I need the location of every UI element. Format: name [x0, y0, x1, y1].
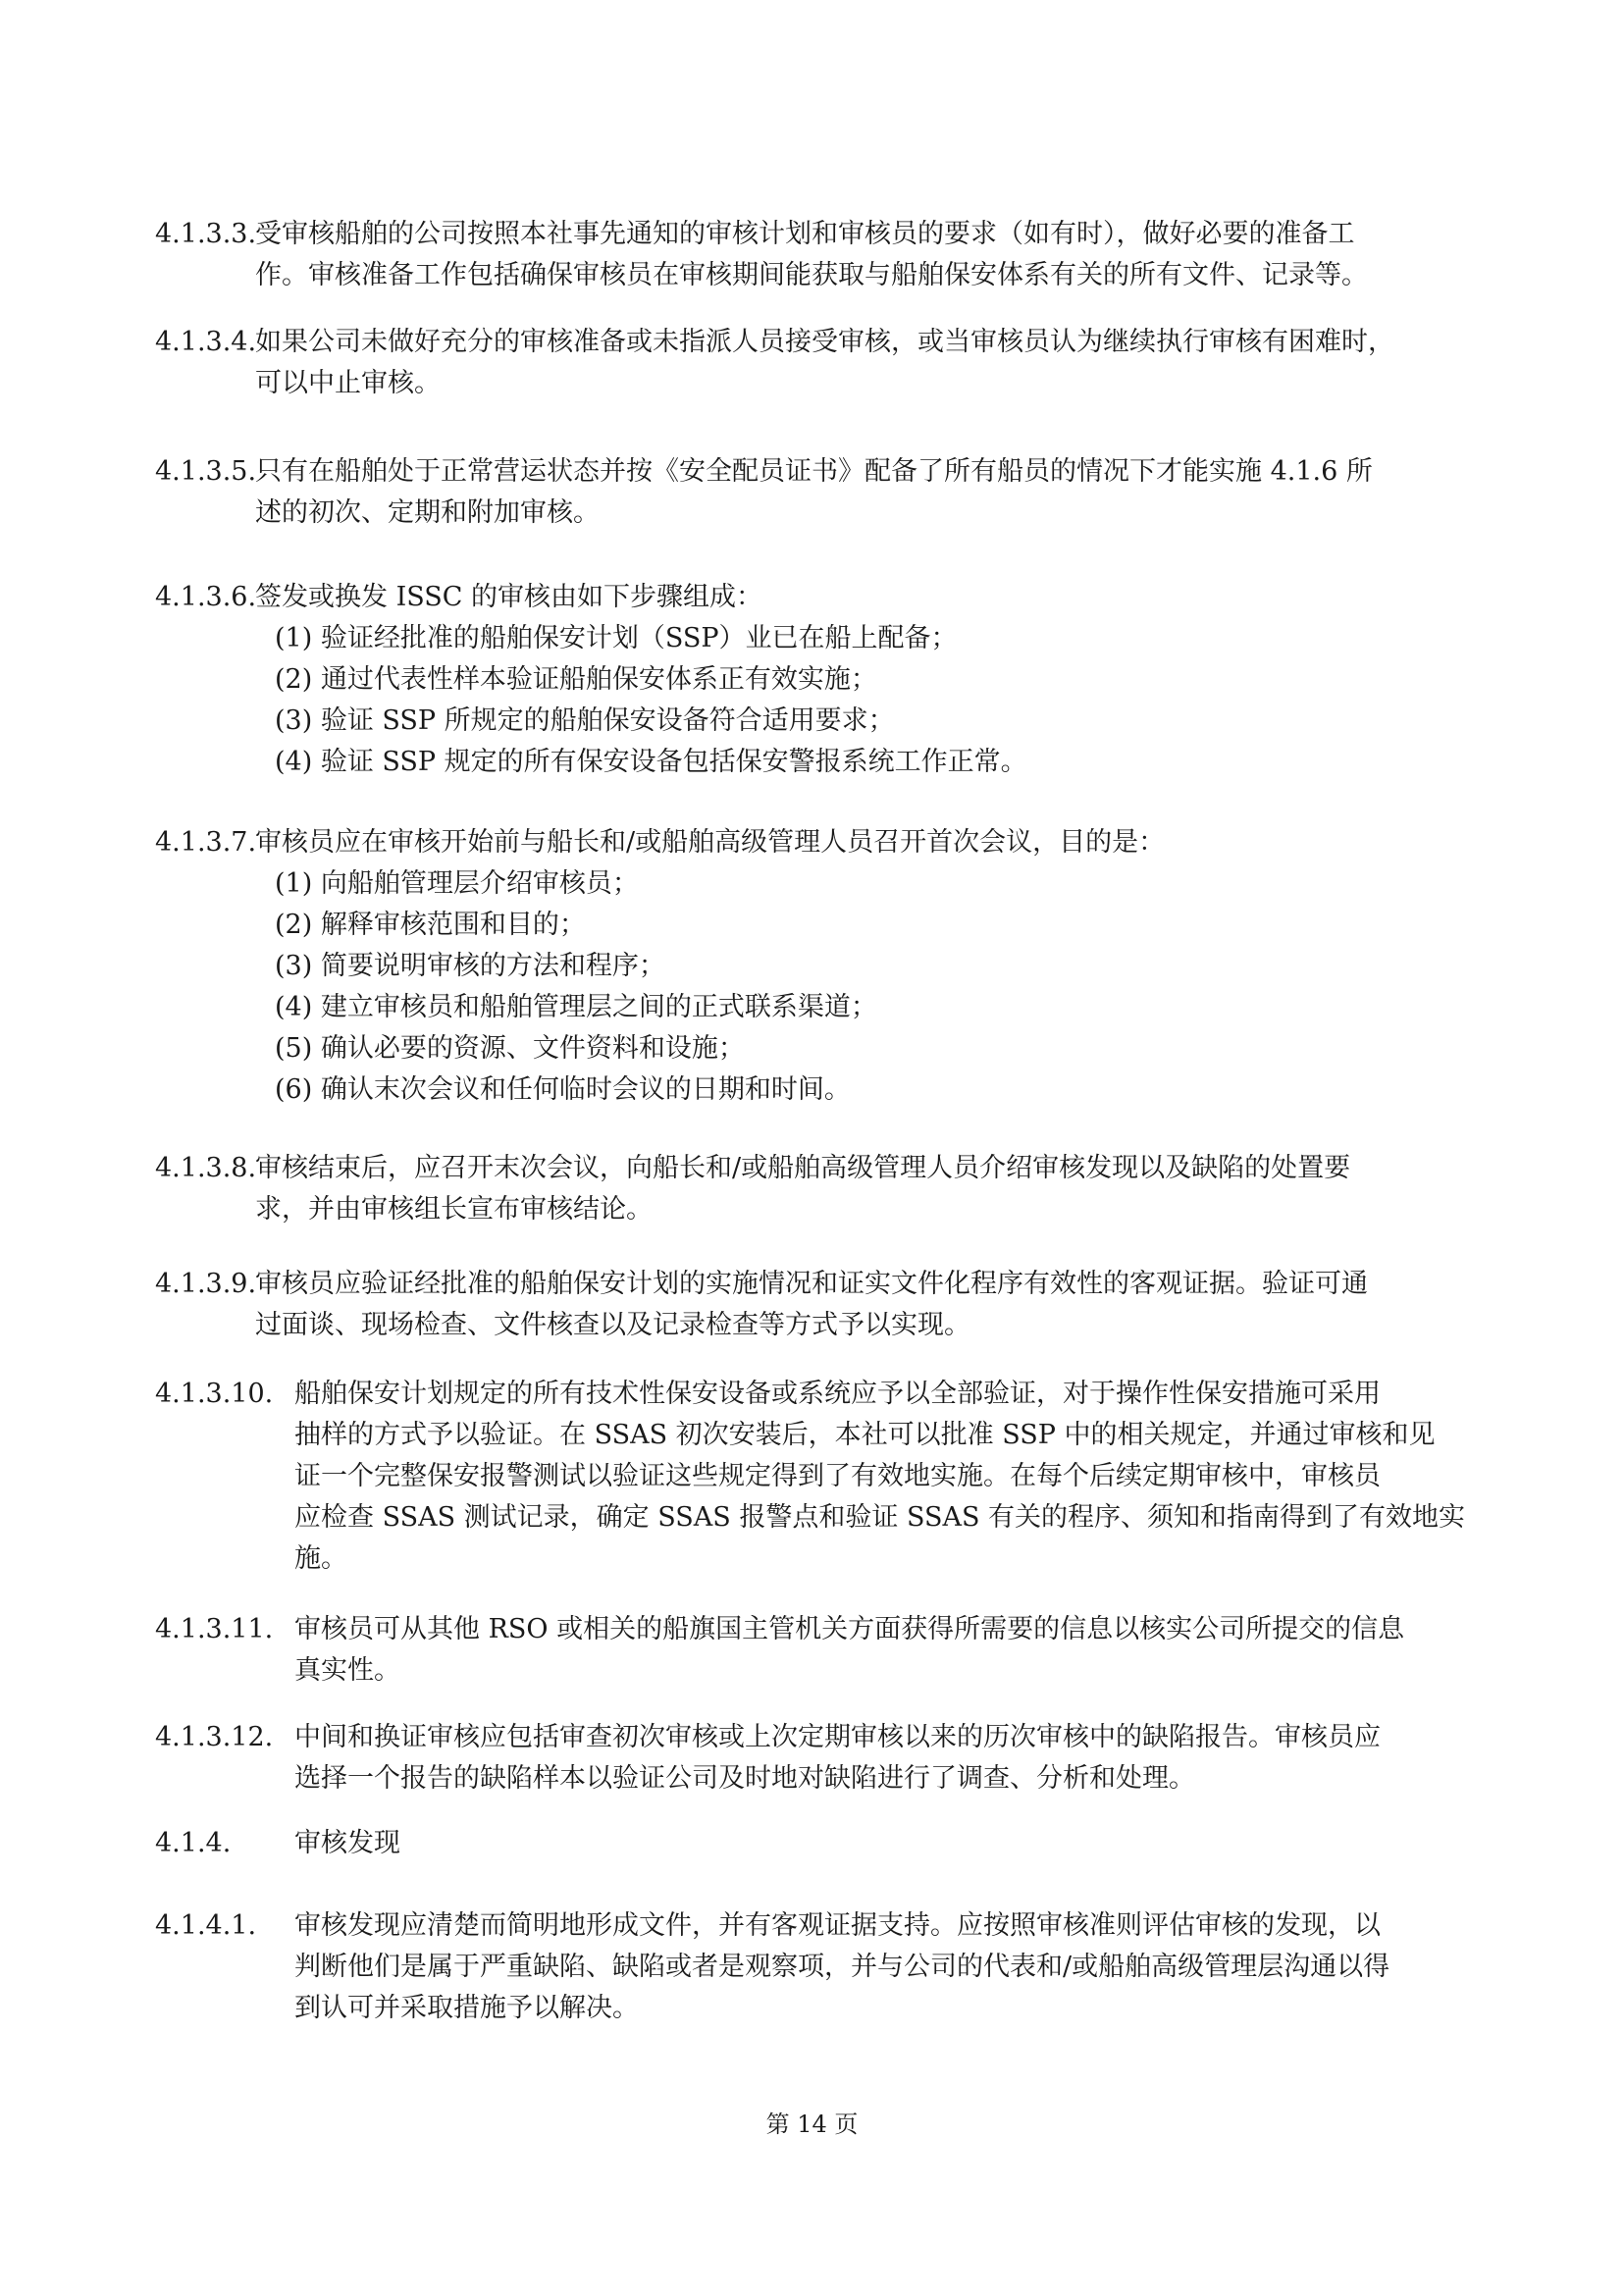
clause-number: 4.1.3.10. [155, 1379, 274, 1409]
clause-4-1-3-6 [155, 577, 1490, 783]
clause-4-1-3-4 [155, 322, 1490, 404]
clause-line: 审核员应验证经批准的船舶保安计划的实施情况和证实文件化程序有效性的客观证据。验证可通 [255, 1269, 1368, 1299]
list-item: (4) 建立审核员和船舶管理层之间的正式联系渠道； [275, 992, 877, 1022]
clause-line: 应检查 SSAS 测试记录，确定 SSAS 报警点和验证 SSAS 有关的程序、须知和指南得到了有效地实 [294, 1502, 1466, 1533]
clause-line: 抽样的方式予以验证。在 SSAS 初次安装后，本社可以批准 SSP 中的相关规定，并通过审核和见 [294, 1420, 1436, 1450]
list-item: (1) 向船舶管理层介绍审核员； [275, 868, 639, 899]
clause-number: 4.1.3.9. [155, 1269, 257, 1299]
clause-line: 受审核船舶的公司按照本社事先通知的审核计划和审核员的要求（如有时），做好必要的准备工 [255, 219, 1355, 249]
clause-line: 到认可并采取措施予以解决。 [294, 1993, 639, 2023]
clause-line: 如果公司未做好充分的审核准备或未指派人员接受审核，或当审核员认为继续执行审核有困难时， [255, 327, 1394, 357]
clause-line: 求，并由审核组长宣布审核结论。 [255, 1194, 653, 1225]
list-item: (4) 验证 SSP 规定的所有保安设备包括保安警报系统工作正常。 [275, 747, 1027, 777]
clause-number: 4.1.4. [155, 1828, 232, 1858]
list-item: (6) 确认末次会议和任何临时会议的日期和时间。 [275, 1074, 851, 1105]
clause-line: 真实性。 [294, 1655, 400, 1686]
clause-line: 签发或换发 ISSC 的审核由如下步骤组成： [255, 582, 763, 612]
list-item: (3) 验证 SSP 所规定的船舶保安设备符合适用要求； [275, 705, 895, 736]
section-title: 审核发现 [294, 1828, 400, 1858]
list-item: (5) 确认必要的资源、文件资料和设施； [275, 1033, 745, 1064]
clause-line: 审核发现应清楚而简明地形成文件，并有客观证据支持。应按照审核准则评估审核的发现，以 [294, 1910, 1381, 1941]
clause-4-1-3-8 [155, 1148, 1490, 1230]
clause-line: 中间和换证审核应包括审查初次审核或上次定期审核以来的历次审核中的缺陷报告。审核员应 [294, 1722, 1381, 1752]
clause-line: 只有在船舶处于正常营运状态并按《安全配员证书》配备了所有船员的情况下才能实施 4.1.6 所 [255, 456, 1373, 487]
clause-number: 4.1.3.7. [155, 827, 257, 858]
list-item: (2) 解释审核范围和目的； [275, 910, 586, 940]
clause-number: 4.1.3.8. [155, 1153, 257, 1183]
clause-4-1-3-5 [155, 451, 1490, 534]
clause-line: 证一个完整保安报警测试以验证这些规定得到了有效地实施。在每个后续定期审核中，审核员 [294, 1461, 1381, 1491]
clause-line: 审核结束后，应召开末次会议，向船长和/或船舶高级管理人员介绍审核发现以及缺陷的处置要 [255, 1153, 1351, 1183]
list-item: (2) 通过代表性样本验证船舶保安体系正有效实施； [275, 664, 877, 695]
page-number: 第 14 页 [765, 2111, 859, 2138]
clause-line: 选择一个报告的缺陷样本以验证公司及时地对缺陷进行了调查、分析和处理。 [294, 1763, 1195, 1794]
clause-4-1-3-7 [155, 822, 1490, 1111]
clause-line: 审核员可从其他 RSO 或相关的船旗国主管机关方面获得所需要的信息以核实公司所提交的信息 [294, 1614, 1405, 1644]
clause-number: 4.1.3.4. [155, 327, 257, 357]
clause-line: 船舶保安计划规定的所有技术性保安设备或系统应予以全部验证，对于操作性保安措施可采用 [294, 1379, 1381, 1409]
clause-4-1-3-3 [155, 214, 1490, 296]
clause-line: 述的初次、定期和附加审核。 [255, 497, 600, 528]
clause-number: 4.1.3.3. [155, 219, 257, 249]
clause-line: 施。 [294, 1543, 347, 1574]
clause-4-1-3-11 [155, 1609, 1490, 1692]
clause-line: 过面谈、现场检查、文件核查以及记录检查等方式予以实现。 [255, 1310, 970, 1340]
section-heading-4-1-4 [155, 1823, 1490, 1864]
clause-number: 4.1.3.6. [155, 582, 257, 612]
clause-line: 作。审核准备工作包括确保审核员在审核期间能获取与船舶保安体系有关的所有文件、记录等。 [255, 260, 1368, 290]
clause-4-1-3-10 [155, 1374, 1490, 1580]
clause-4-1-4-1 [155, 1905, 1490, 2029]
clause-number: 4.1.3.11. [155, 1614, 274, 1644]
clause-line: 可以中止审核。 [255, 368, 441, 398]
clause-number: 4.1.4.1. [155, 1910, 257, 1941]
list-item: (1) 验证经批准的船舶保安计划（SSP）业已在船上配备； [275, 623, 958, 653]
clause-4-1-3-12 [155, 1717, 1490, 1799]
list-item: (3) 简要说明审核的方法和程序； [275, 951, 665, 981]
clause-number: 4.1.3.12. [155, 1722, 274, 1752]
clause-line: 审核员应在审核开始前与船长和/或船舶高级管理人员召开首次会议，目的是： [255, 827, 1166, 858]
clause-line: 判断他们是属于严重缺陷、缺陷或者是观察项，并与公司的代表和/或船舶高级管理层沟通以得 [294, 1952, 1390, 1982]
clause-number: 4.1.3.5. [155, 456, 257, 487]
clause-4-1-3-9 [155, 1264, 1490, 1346]
